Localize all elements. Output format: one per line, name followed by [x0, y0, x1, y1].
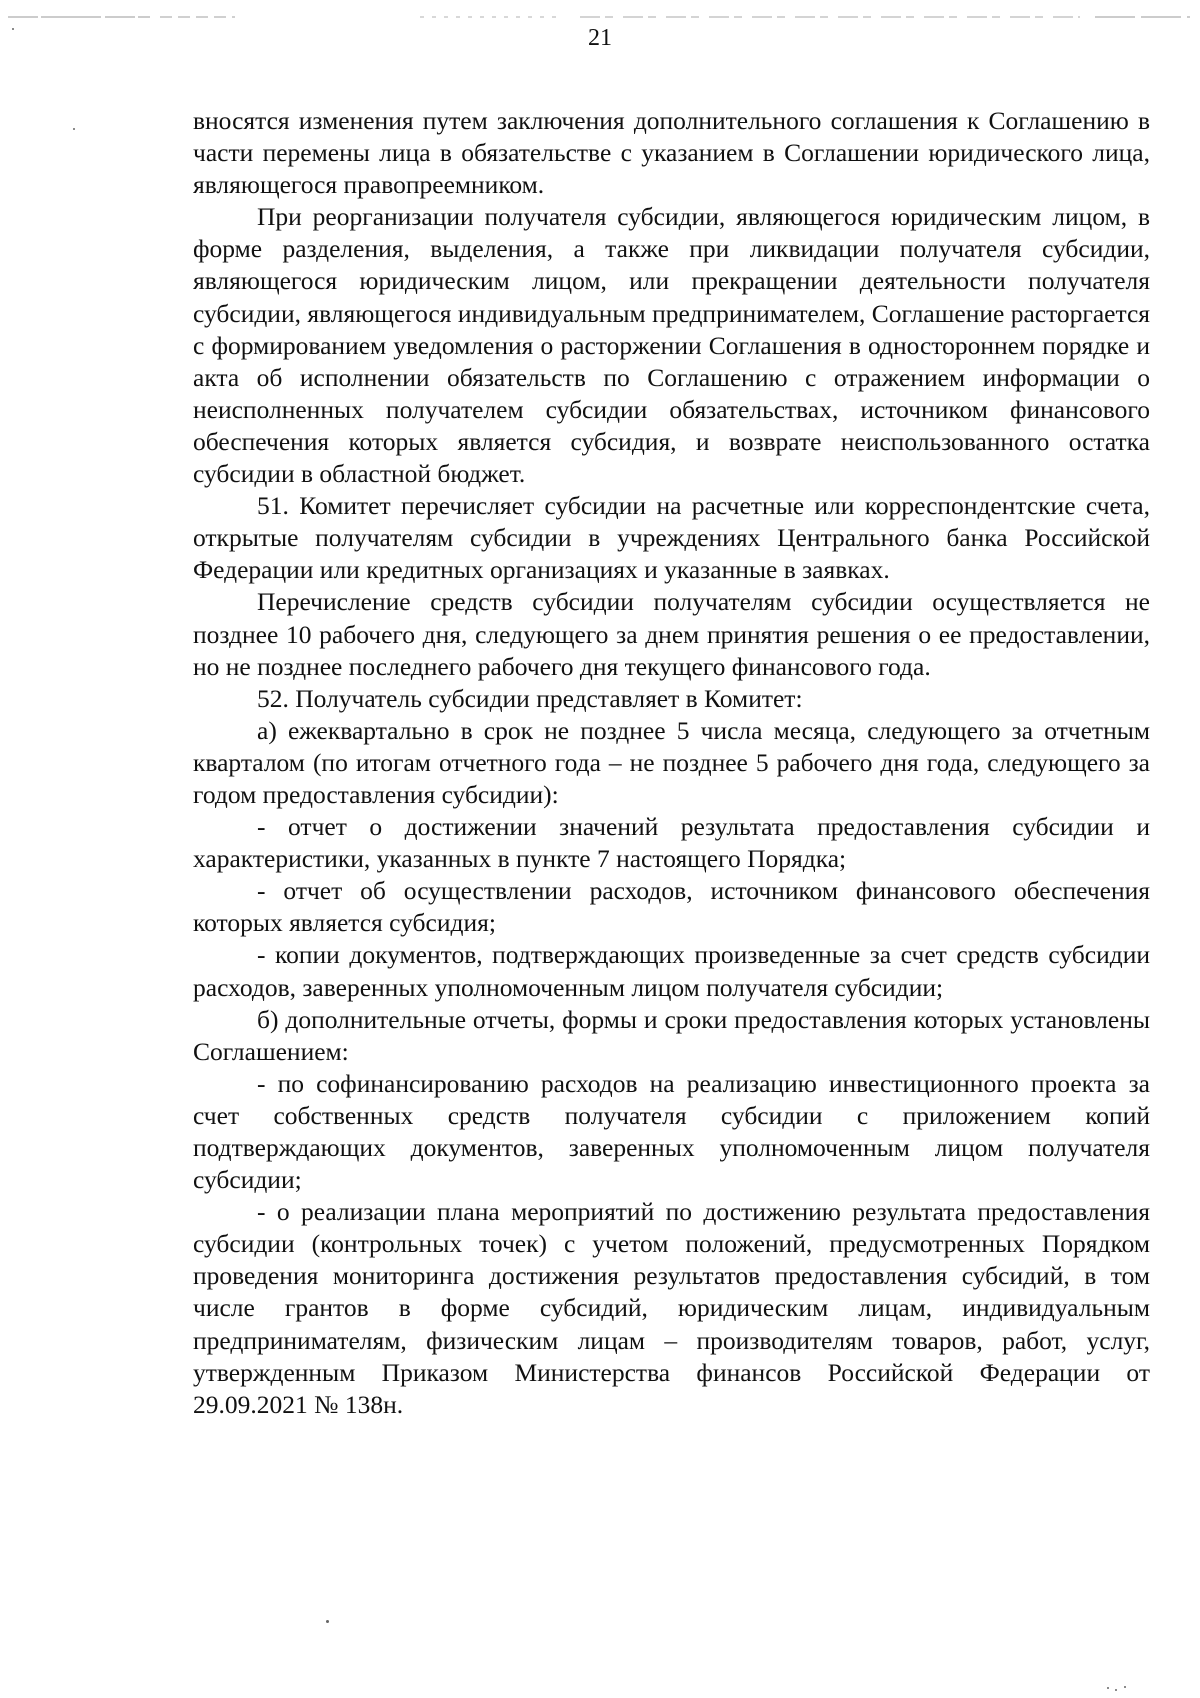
paragraph-continuation: вносятся изменения путем заключения дополнительного соглашения к Соглашению в части перемены лица в обязательстве с указанием в Соглашении юридического лица, являющегося правопреемником. [193, 106, 1150, 200]
scan-edge-artifact [0, 14, 1200, 20]
list-item-cofinancing: - по софинансированию расходов на реализацию инвестиционного проекта за счет собственных средств получателя субсидии с приложением копий подтверждающих документов, заверенных уполномоченным лицом получателя субсидии; [193, 1068, 1150, 1195]
paragraph-transfer-term: Перечисление средств субсидии получателям субсидии осуществляется не позднее 10 рабочего дня, следующего за днем принятия решения о ее предоставлении, но не позднее последнего рабочего дня текущего финансового года. [193, 587, 1150, 681]
paragraph-clause-51: 51. Комитет перечисляет субсидии на расчетные или корреспондентские счета, открытые получателям субсидии в учреждениях Центрального банка Российской Федерации или кредитных организациях и указанные в заявках. [193, 491, 1150, 585]
list-item-results-report: - отчет о достижении значений результата предоставления субсидии и характеристики, указанных в пункте 7 настоящего Порядка; [193, 812, 1150, 874]
scan-speck [1115, 1689, 1117, 1691]
page-number: 21 [588, 25, 612, 51]
scan-speck [326, 1620, 329, 1623]
paragraph-clause-52: 52. Получатель субсидии представляет в Комитет: [257, 683, 803, 713]
scan-speck [73, 128, 75, 130]
paragraph-reorganization: При реорганизации получателя субсидии, являющегося юридическим лицом, в форме разделения, выделения, а также при ликвидации получателя субсидии, являющегося юридическим лицом, или прекращении деятельности получателя субсидии, являющегося индивидуальным предпринимателем, Соглашение расторгается с формированием уведомления о расторжении Соглашения в одностороннем порядке и акта об исполнении обязательств по Соглашению с отражением информации о неисполненных получателем субсидии обязательствах, источником финансового обеспечения которых является субсидия, и возврате неиспользованного остатка субсидии в областной бюджет. [193, 202, 1150, 489]
scan-speck [12, 28, 14, 30]
list-item-action-plan: - о реализации плана мероприятий по достижению результата предоставления субсидии (контрольных точек) с учетом положений, предусмотренных Порядком проведения мониторинга достижения результатов предоставления субсидий, в том числе грантов в форме субсидий, юридическим лицам, индивидуальным предпринимателям, физическим лицам – производителям товаров, работ, услуг, утвержденным Приказом Министерства финансов Российской Федерации от 29.09.2021 № 138н. [193, 1197, 1150, 1419]
document-body [193, 105, 1150, 1421]
paragraph-item-b: б) дополнительные отчеты, формы и сроки предоставления которых установлены Соглашением: [193, 1004, 1150, 1066]
list-item-document-copies: - копии документов, подтверждающих произведенные за счет средств субсидии расходов, заверенных уполномоченным лицом получателя субсидии; [193, 940, 1150, 1002]
list-item-expenses-report: - отчет об осуществлении расходов, источником финансового обеспечения которых является субсидия; [193, 876, 1150, 938]
scan-speck [1124, 1686, 1126, 1688]
scan-speck [1107, 1687, 1109, 1689]
paragraph-item-a: а) ежеквартально в срок не позднее 5 числа месяца, следующего за отчетным кварталом (по итогам отчетного года – не позднее 5 рабочего дня года, следующего за годом предоставления субсидии): [193, 715, 1150, 809]
